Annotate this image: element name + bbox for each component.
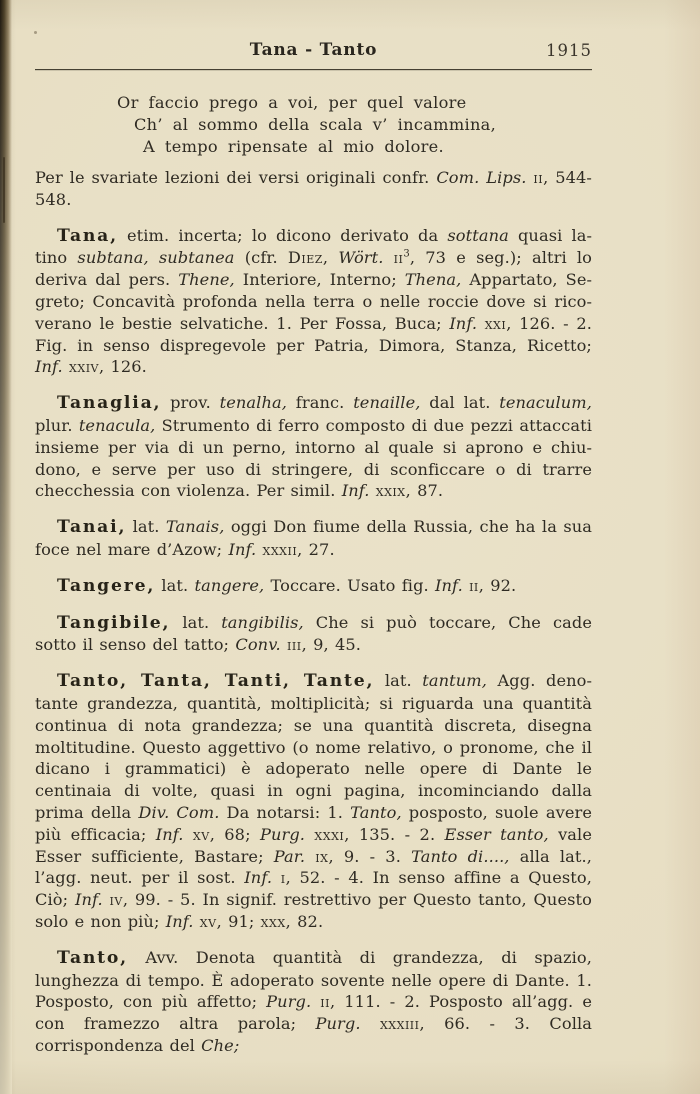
verse-line: Or faccio prego a voi, per quel valore (117, 93, 467, 112)
running-head (35, 40, 592, 62)
entry-tanto-adjective: Tanto, Tanta, Tanti, Tante, lat. tantum, Agg. denotante grandezza, quantità, moltiplicità; si riguarda una quantità continua di nota grandezza; se una quantità discreta, disegna moltitudine. Questo aggettivo (o nome relativo, o pronome, che il dicano i grammatici) è adoperato nelle opere di Dante le centinaia di volte, quasi in ogni pagina, incominciando dalla prima della Div. Com. Da notarsi: 1. Tanto, posposto, suole avere più efficacia; Inf. xv, 68; Purg. xxxi, 135. - 2. Esser tanto, vale Esser sufficiente, Bastare; Par. ix, 9. - 3. Tanto di...., alla lat., l’agg. neut. per il sost. Inf. i, 52. - 4. In senso affine a Questo, Ciò; Inf. iv, 99. - 5. In signif. restrettivo per Questo tanto, Questo solo e non più; Inf. xv, 91; xxx, 82. (35, 671, 593, 931)
margin-ink-mark (3, 157, 5, 223)
book-binding-edge (0, 0, 12, 1094)
verse-quote (117, 92, 592, 158)
header-rule (35, 69, 592, 70)
entry-tanai: Tanai, lat. Tanais, oggi Don fiume della Russia, che ha la sua foce nel mare d’Azow; Inf. xxxii, 27. (35, 517, 593, 559)
entry-tana: Tana, etim. incerta; lo dicono derivato da sottana quasi latino subtana, subtanea (cfr. Diez, Wört. $ii^3$, 73 e seg.); altri lo deriva dal pers. Thene, Interiore, Interno; Thena, Appartato, Segreto; Concavità profonda nella terra o nelle roccie dove si ricoverano le bestie selvatiche. 1. Per Fossa, Buca; Inf. xxi, 126. - 2. Fig. in senso dispregevole per Patria, Dimora, Stanza, Ricetto; Inf. xxiv, 126. (35, 225, 593, 377)
entry-tangibile: Tangibile, lat. tangibilis, Che si può toccare, Che cade sotto il senso del tatto; Conv. iii, 9, 45. (35, 612, 592, 655)
text-column (35, 0, 592, 1057)
entry-tanaglia: Tanaglia, prov. tenalha, franc. tenaille, dal lat. tenaculum, plur. tenacula, Strumento di ferro composto di due pezzi attaccati insieme per via di un perno, intorno al quale si aprono e chiudono, e serve per uso di stringere, di sconficcare o di trarre checchessia con violenza. Per simil. Inf. xxix, 87. (35, 393, 593, 501)
verse-line: A tempo ripensate al mio dolore. (143, 137, 444, 156)
verse-line: Ch’ al sommo della scala v’ incammina, (134, 115, 497, 134)
page-number: 1915 (546, 41, 592, 60)
running-title: Tana - Tanto (249, 40, 378, 60)
entry-tangere: Tangere, lat. tangere, Toccare. Usato fig. Inf. ii, 92. (57, 575, 517, 596)
reference-note: Per le svariate lezioni dei versi originali confr. Com. Lips. ii, 544-548. (35, 168, 593, 209)
entry-tanto-adverb: Tanto, Avv. Denota quantità di grandezza, di spazio, lunghezza di tempo. È adoperato sovente nelle opere di Dante. 1. Posposto, con più affetto; Purg. ii, 111. - 2. Posposto all’agg. e con framezzo altra parola; Purg. xxxiii, 66. - 3. Colla corrispondenza del Che; (35, 947, 593, 1055)
